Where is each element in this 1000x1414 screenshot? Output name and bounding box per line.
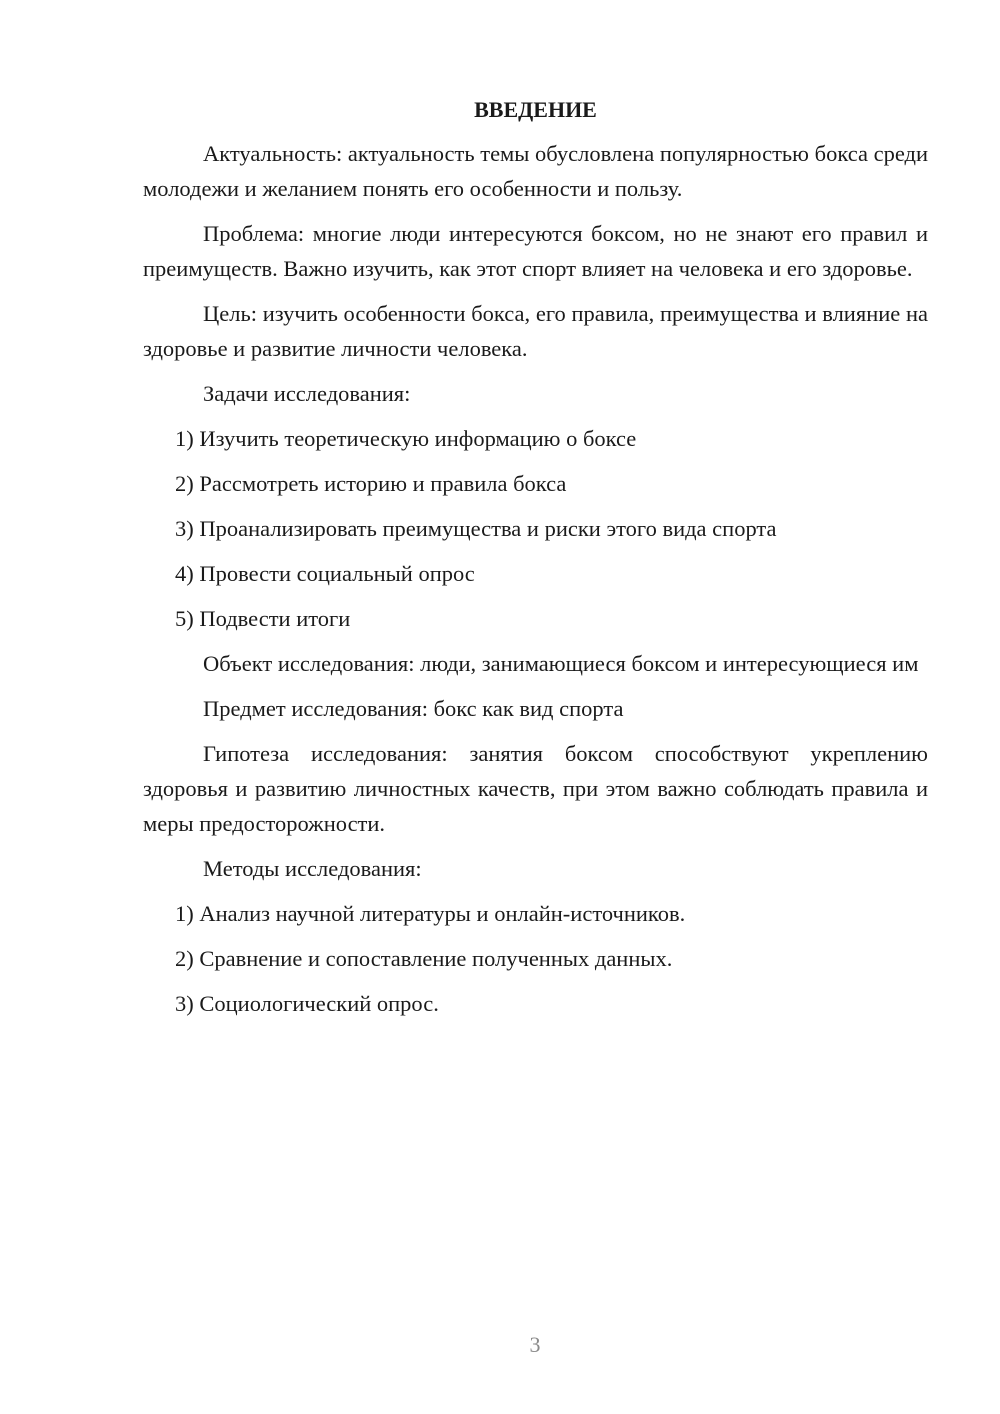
task-item: 5) Подвести итоги — [175, 606, 351, 631]
method-item: 3) Социологический опрос. — [175, 991, 439, 1016]
method-item: 1) Анализ научной литературы и онлайн-источников. — [175, 901, 686, 926]
problem-paragraph: Проблема: многие люди интересуются боксом, но не знают его правил и преимуществ. Важно изучить, как этот спорт влияет на человека и его здоровье. — [143, 221, 928, 281]
goal-paragraph: Цель: изучить особенности бокса, его правила, преимущества и влияние на здоровье и развитие личности человека. — [143, 301, 928, 361]
task-item: 1) Изучить теоретическую информацию о боксе — [175, 426, 637, 451]
task-item: 4) Провести социальный опрос — [175, 561, 475, 586]
task-item: 3) Проанализировать преимущества и риски этого вида спорта — [175, 516, 777, 541]
task-item: 2) Рассмотреть историю и правила бокса — [175, 471, 567, 496]
method-item: 2) Сравнение и сопоставление полученных данных. — [175, 946, 673, 971]
subject-paragraph: Предмет исследования: бокс как вид спорта — [203, 696, 624, 721]
tasks-heading: Задачи исследования: — [203, 381, 411, 406]
relevance-paragraph: Актуальность: актуальность темы обусловлена популярностью бокса среди молодежи и желанием понять его особенности и пользу. — [143, 141, 928, 201]
methods-heading: Методы исследования: — [203, 856, 422, 881]
document-page — [143, 88, 928, 1021]
section-title: ВВЕДЕНИЕ — [474, 97, 597, 122]
page-number: 3 — [529, 1332, 541, 1357]
object-paragraph: Объект исследования: люди, занимающиеся боксом и интересующиеся им — [203, 651, 919, 676]
hypothesis-paragraph: Гипотеза исследования: занятия боксом способствуют укреплению здоровья и развитию личностных качеств, при этом важно соблюдать правила и меры предосторожности. — [143, 741, 928, 836]
